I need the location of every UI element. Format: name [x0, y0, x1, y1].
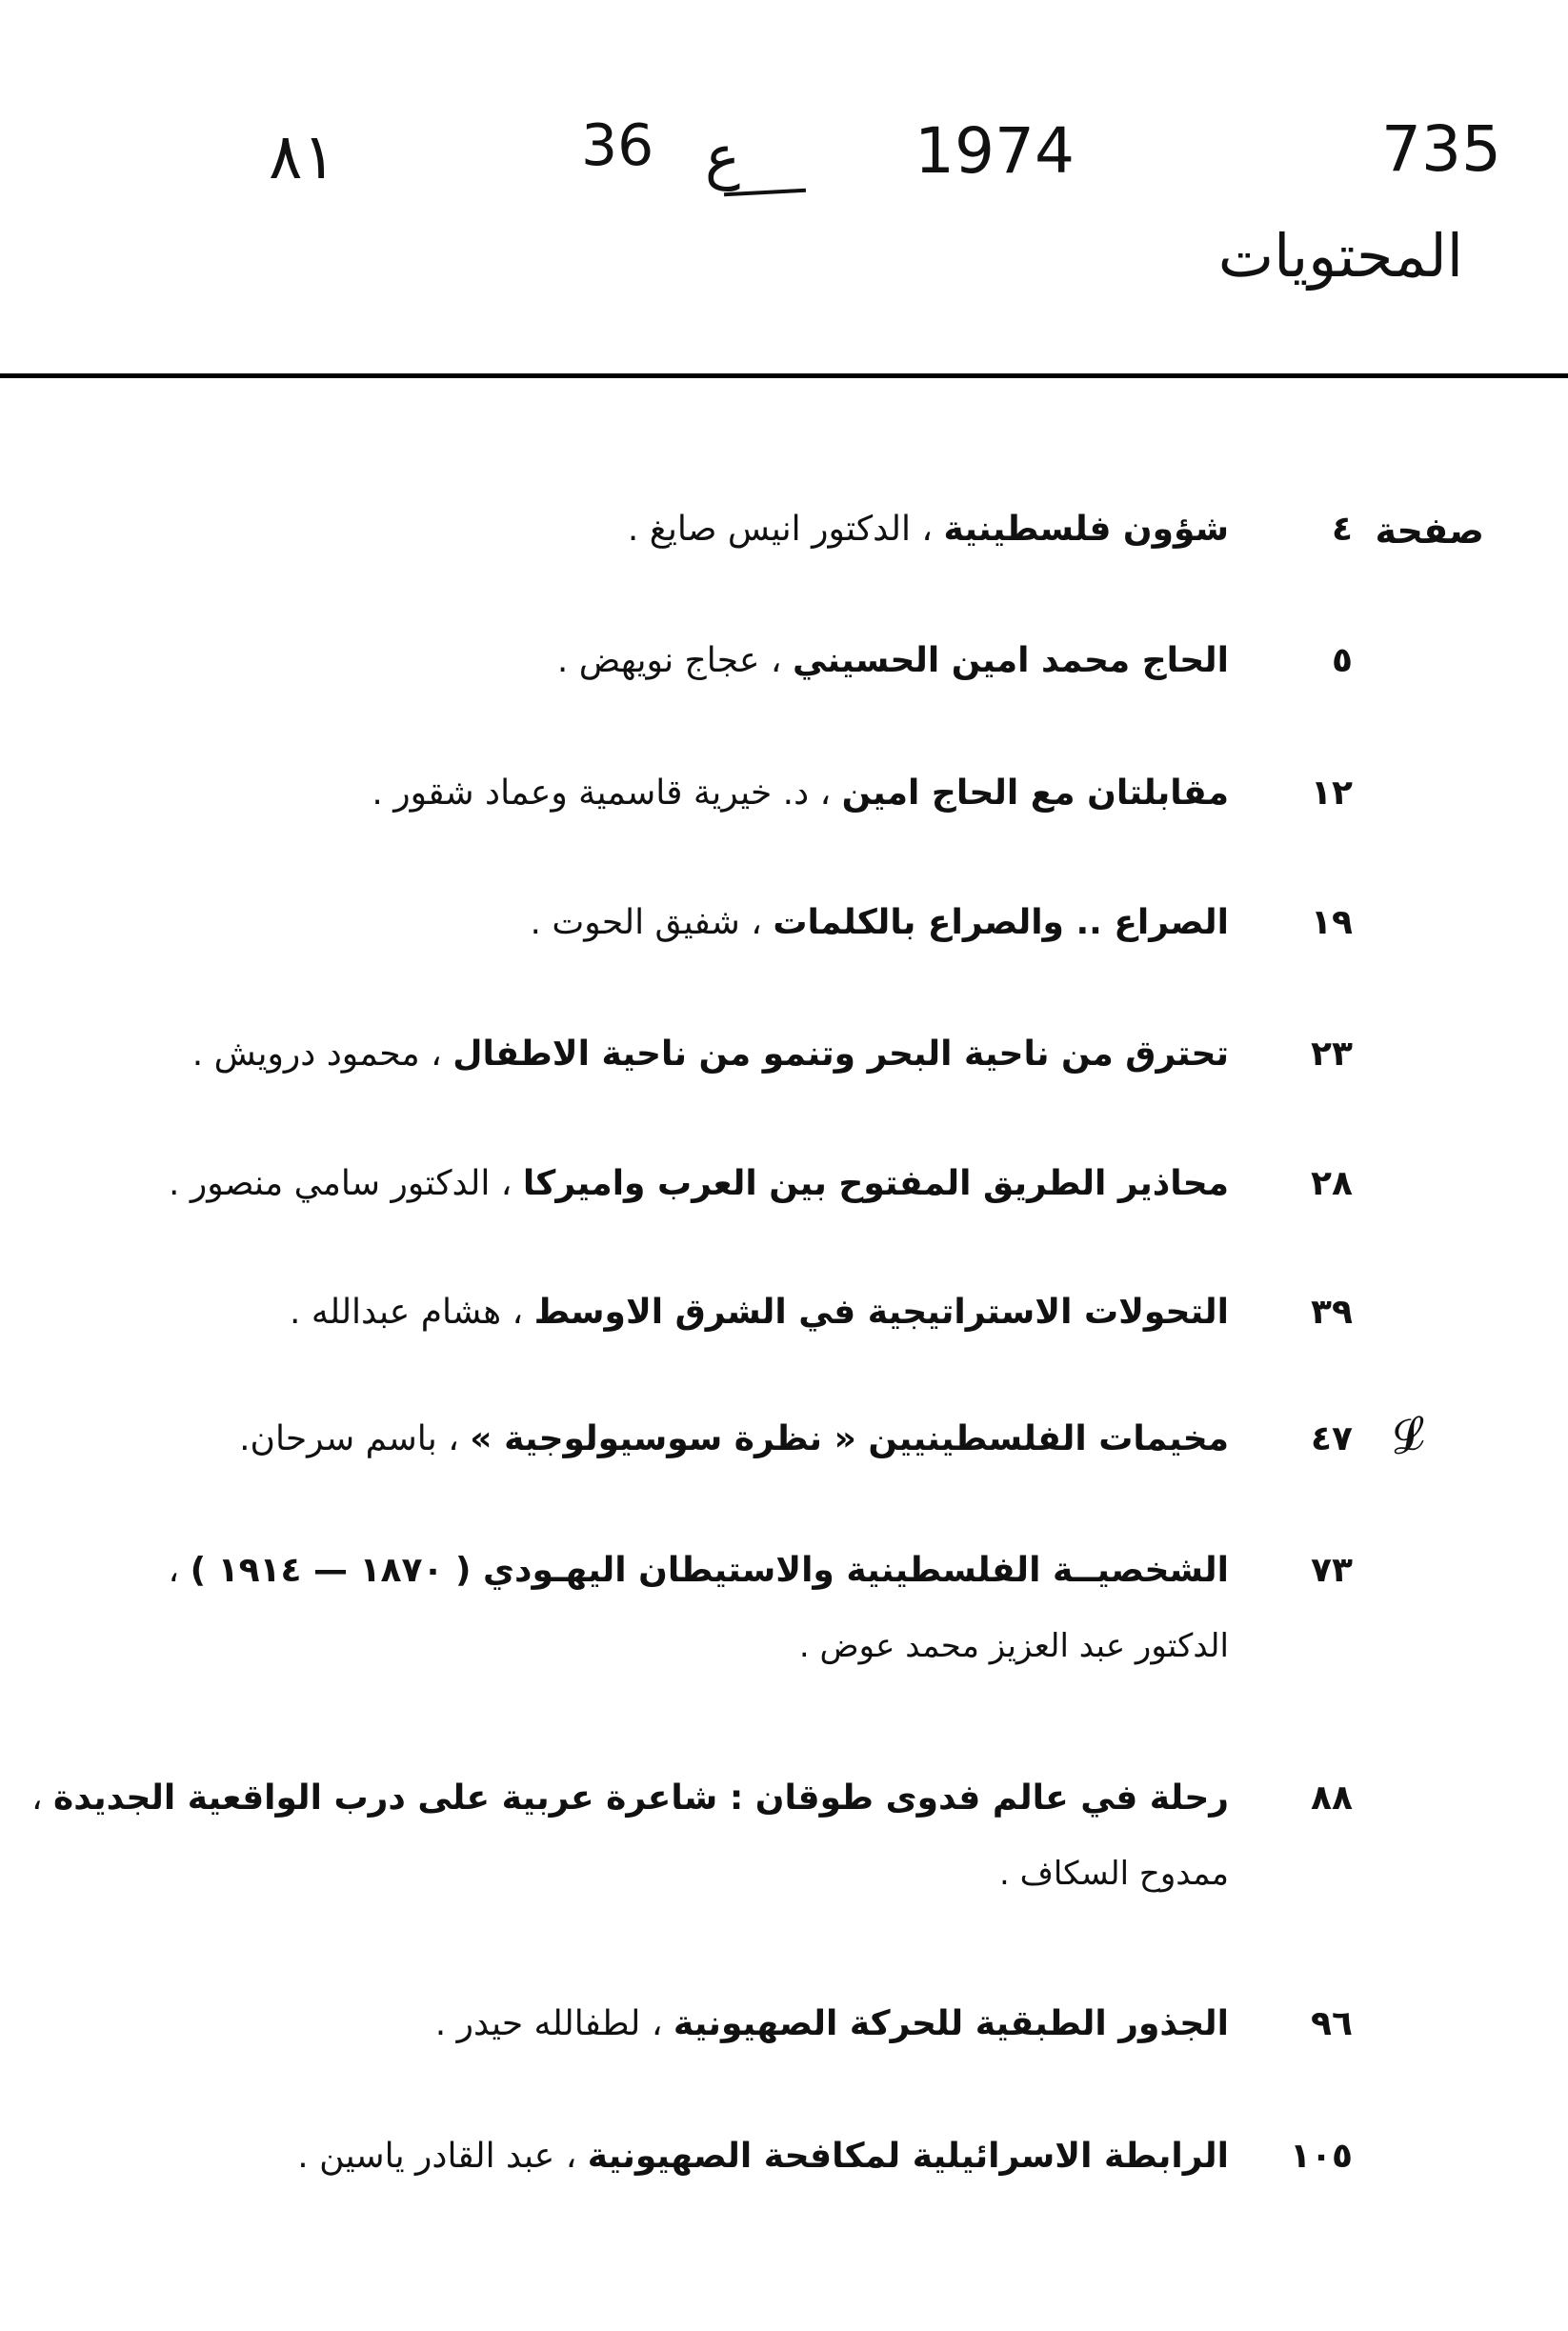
header-rule [0, 373, 1568, 378]
toc-title: الجذور الطبقية للحركة الصهيونية [673, 2004, 1229, 2043]
toc-author: ، لطفالله حيدر . [434, 2004, 663, 2043]
toc-author: ، هشام عبدالله . [289, 1293, 524, 1332]
toc-title: التحولات الاستراتيجية في الشرق الاوسط [533, 1293, 1229, 1332]
toc-author: ، الدكتور انيس صايغ . [627, 510, 934, 549]
toc-page-number: ٨٨ [1311, 1778, 1353, 1818]
toc-title: الصراع .. والصراع بالكلمات [773, 903, 1229, 942]
toc-title: تحترق من ناحية البحر وتنمو من ناحية الاطفال [452, 1035, 1229, 1074]
toc-entry [0, 1551, 1568, 1665]
toc-page-number: ٣٩ [1311, 1293, 1353, 1332]
toc-page-number: ١٩ [1311, 903, 1353, 942]
toc-entry-text [192, 1035, 1229, 1074]
toc-author: ، [30, 1778, 43, 1818]
toc-entry-text [557, 641, 1229, 680]
toc-entry-text [628, 510, 1229, 549]
toc-entry-text [531, 903, 1229, 942]
toc-page-number: ٩٦ [1311, 2004, 1353, 2043]
toc-author: ، شفيق الحوت . [530, 903, 762, 942]
toc-entry-text [169, 1164, 1229, 1203]
toc-page-number: ٧٣ [1311, 1551, 1353, 1590]
handwritten-issue: 36 [581, 112, 654, 179]
toc-author: ، [168, 1551, 180, 1590]
toc-title: شؤون فلسطينية [943, 510, 1229, 549]
handwritten-margin-mark: 𝓛 [1384, 1406, 1429, 1465]
toc-entry [0, 1419, 1568, 1458]
toc-title: مخيمات الفلسطينيين « نظرة سوسيولوجية » [470, 1419, 1229, 1458]
toc-title: الرابطة الاسرائيلية لمكافحة الصهيونية [587, 2137, 1229, 2176]
toc-author-continuation: الدكتور عبد العزيز محمد عوض . [798, 1627, 1229, 1665]
toc-entry [0, 1293, 1568, 1332]
handwritten-code-left: ٨١ [269, 120, 336, 193]
toc-entry [0, 1164, 1568, 1203]
toc-author: ، عجاج نويهض . [556, 641, 782, 680]
toc-page-number: ٥ [1332, 641, 1353, 680]
toc-author: ، د. خيرية قاسمية وعماد شقور . [372, 774, 832, 813]
toc-entry-text [169, 1551, 1229, 1590]
toc-title: الحاج محمد امين الحسيني [793, 641, 1229, 680]
toc-page-number: ٢٨ [1311, 1164, 1353, 1203]
toc-title: مقابلتان مع الحاج امين [841, 774, 1229, 813]
toc-entry [0, 1778, 1568, 1893]
toc-page-number: ٤ [1332, 510, 1353, 549]
toc-entry-text [290, 1293, 1229, 1332]
toc-author: ، عبد القادر ياسين . [297, 2137, 577, 2176]
toc-entry-text [372, 774, 1229, 813]
toc-entry [0, 903, 1568, 942]
toc-entry [0, 641, 1568, 680]
toc-page-number: ١٠٥ [1290, 2137, 1353, 2176]
toc-entry [0, 2137, 1568, 2176]
toc-author: ، باسم سرحان. [239, 1419, 459, 1458]
handwritten-ain: ع [705, 122, 740, 191]
toc-title: رحلة في عالم فدوى طوقان : شاعرة عربية على درب الواقعية الجديدة [53, 1778, 1229, 1818]
toc-entry-text [239, 1419, 1229, 1458]
page-title: المحتويات [1217, 221, 1463, 291]
toc-page-number: ١٢ [1311, 774, 1353, 813]
toc-entry [0, 2004, 1568, 2043]
toc-page-number: ٢٣ [1311, 1035, 1353, 1074]
toc-title: محاذير الطريق المفتوح بين العرب واميركا [522, 1164, 1229, 1203]
toc-entry-text [297, 2137, 1229, 2176]
toc-entry-text [435, 2004, 1229, 2043]
handwritten-number-right: 735 [1381, 112, 1501, 186]
handwritten-year: 1974 [915, 114, 1075, 188]
page-label: صفحة [1375, 510, 1484, 552]
toc-author: ، محمود درويش . [191, 1035, 442, 1074]
toc-page-number: ٤٧ [1311, 1419, 1353, 1458]
toc-author: ، الدكتور سامي منصور . [168, 1164, 513, 1203]
toc-author-continuation: ممدوح السكاف . [998, 1855, 1229, 1893]
toc-entry-text [31, 1778, 1229, 1818]
toc-title: الشخصيــة الفلسطينية والاستيطان اليهـودي ( ١٨٧٠ — ١٩١٤ ) [190, 1551, 1229, 1590]
